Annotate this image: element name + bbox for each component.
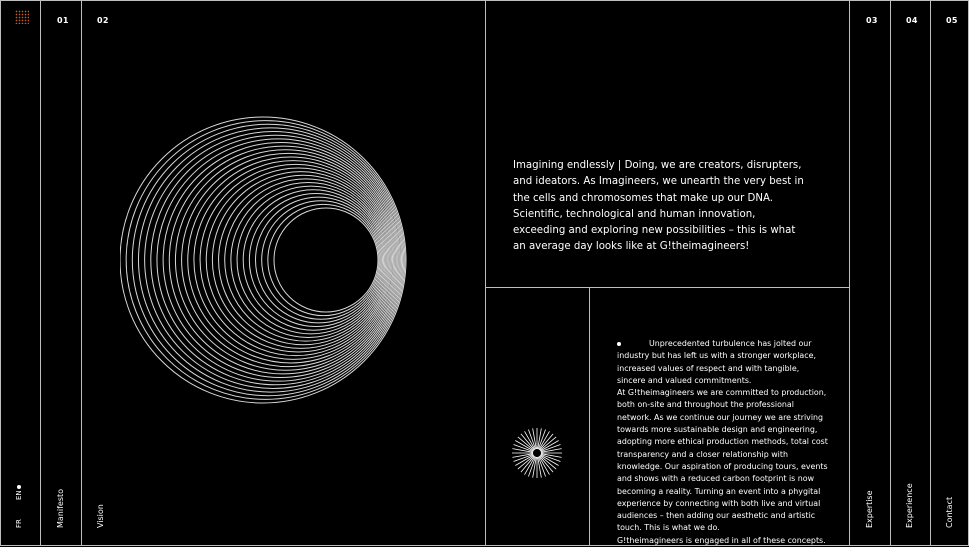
- divider: [81, 0, 82, 546]
- starburst-icon: [510, 426, 564, 480]
- divider: [485, 0, 486, 546]
- bullet-icon: [617, 342, 621, 346]
- nav-experience[interactable]: Experience: [905, 483, 914, 528]
- body-paragraph-2: At G!theimagineers we are committed to production, both on-site and throughout the professional network. As we continue our journey we are striving towards more sustainable design and engineering, adopting more ethical production methods, total cost transparency and a closer relationship with knowledge. Our aspiration of producing tours, events and shows with a reduced carbon footprint is now becoming a reality. Turning an event into a phygital experience by connecting with both live and virtual audiences – then adding our aesthetic and artistic touch. This is what we do.: [617, 388, 828, 533]
- logo-dots-icon[interactable]: [15, 10, 29, 24]
- ring-line: [194, 161, 393, 360]
- column-number-05: 05: [946, 16, 958, 25]
- ring-line: [145, 132, 402, 389]
- ring-line: [231, 183, 386, 338]
- ring-line: [200, 164, 391, 355]
- ring-line: [249, 193, 382, 326]
- divider: [40, 0, 41, 546]
- ring-line: [212, 172, 389, 349]
- divider: [486, 287, 850, 288]
- body-paragraph-3: G!theimagineers is engaged in all of these concepts.: [617, 535, 826, 545]
- divider: [890, 0, 891, 546]
- nav-manifesto[interactable]: Manifesto: [56, 488, 65, 528]
- column-number-03: 03: [866, 16, 878, 25]
- nav-vision[interactable]: Vision: [96, 504, 105, 528]
- nav-expertise[interactable]: Expertise: [865, 490, 874, 528]
- vision-body: [617, 338, 829, 547]
- column-number-04: 04: [906, 16, 918, 25]
- ring-artwork: [120, 110, 460, 410]
- divider: [589, 287, 590, 546]
- body-paragraph-1: Unprecedented turbulence has jolted our industry but has left us with a stronger workplace, increased values of respect and with tangible, sincere and valued commitments.: [617, 339, 816, 385]
- ring-line: [169, 146, 397, 374]
- vision-lead-text: Imagining endlessly | Doing, we are creators, disrupters, and ideators. As Imagineers, we unearth the very best in the cells and chromosomes that make up our DNA. Scientific, technological and human innovation, exceeding and exploring new possibilities – this is what an average day looks like at G!theimagineers!: [513, 160, 804, 253]
- language-en[interactable]: EN: [15, 490, 23, 500]
- ring-line: [157, 139, 399, 381]
- ring-line: [219, 175, 389, 345]
- ring-line: [175, 150, 395, 370]
- nav-contact[interactable]: Contact: [945, 496, 954, 528]
- ring-line: [237, 186, 385, 334]
- ring-line: [262, 201, 381, 320]
- divider: [930, 0, 931, 546]
- ring-line: [268, 204, 379, 315]
- column-number-02: 02: [97, 16, 109, 25]
- active-language-dot: [17, 485, 21, 489]
- ring-line: [243, 190, 383, 330]
- divider: [849, 0, 850, 546]
- language-fr[interactable]: FR: [15, 519, 23, 528]
- column-number-01: 01: [57, 16, 69, 25]
- ring-line: [163, 142, 398, 377]
- ring-line: [274, 208, 378, 312]
